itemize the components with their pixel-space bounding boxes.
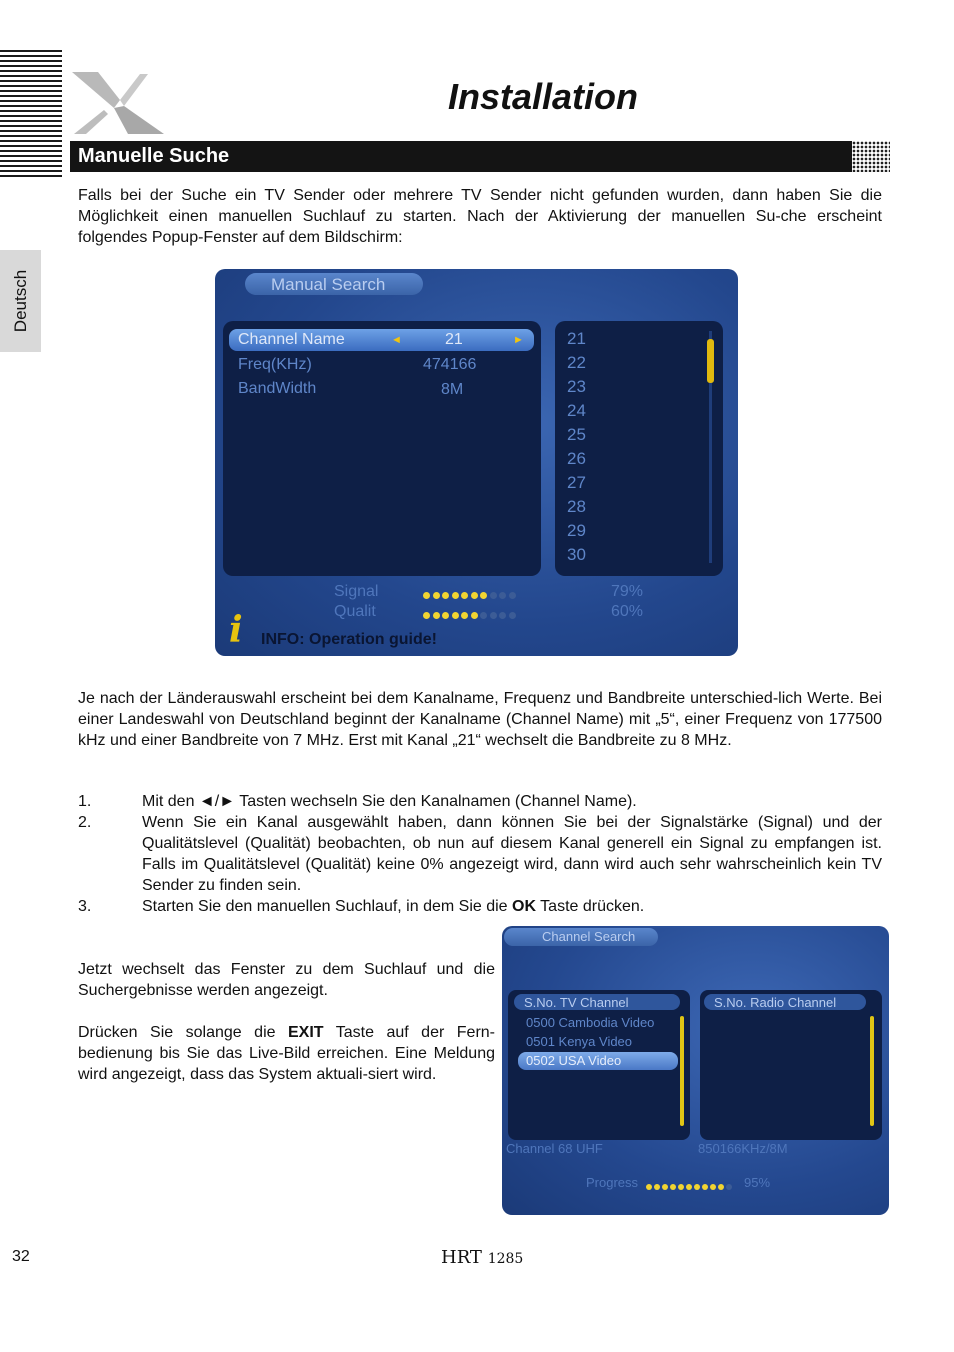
step-number: 3. [78, 898, 92, 915]
page-title: Installation [448, 76, 639, 117]
quality-percent: 60% [611, 603, 644, 620]
tv-channel-header: S.No. TV Channel [524, 995, 629, 1010]
radio-channel-panel [700, 990, 882, 1140]
channel-list-item: 22 [567, 353, 586, 372]
intro-paragraph: Falls bei der Suche ein TV Sender oder mehrere TV Sender nicht gefunden wurden, dann haben Sie die Möglichkeit einen manuellen Suchlauf zu starten. Nach der Aktivierung der manuellen Su-che erscheint folgendes Popup-Fenster auf dem Bildschirm: [78, 187, 882, 246]
meter-dot [480, 612, 487, 619]
arrow-left-icon: ◄ [391, 334, 402, 346]
step-text: Wenn Sie ein Kanal ausgewählt haben, dann können Sie bei der Signalstärke (Signal) und der Qualitätslevel (Qualität) beobachten, ob nun auf diesem Kanal generell ein Signal zu empfangen ist. Falls im Qualitätslevel (Qualität) keine 0% angezeigt wird, dann wird auch sehr wahrscheinlich kein TV Sender zu finden sein. [142, 814, 882, 894]
bandwidth-label: BandWidth [238, 380, 317, 397]
tv-channel-panel [508, 990, 690, 1140]
step-text-after: Taste drücken. [536, 898, 645, 915]
language-tab-label: Deutsch [10, 269, 30, 333]
meter-dot [670, 1184, 676, 1190]
channel-name-value: 21 [445, 331, 463, 348]
step-text-before: Starten Sie den manuellen Suchlauf, in dem Sie die [142, 898, 513, 915]
table-row: 0500 Cambodia Video [526, 1015, 655, 1030]
radio-channel-header: S.No. Radio Channel [714, 995, 837, 1010]
steps-list [78, 791, 882, 917]
quality-label: Qualit [334, 603, 376, 620]
list-item [78, 896, 882, 917]
meter-dot [499, 612, 506, 619]
table-row: 0501 Kenya Video [526, 1034, 633, 1049]
meter-dot [654, 1184, 660, 1190]
section-heading-bar [70, 141, 852, 172]
channel-list-item: 29 [567, 521, 586, 540]
meter-dot [509, 612, 516, 619]
channel-list-item: 28 [567, 497, 586, 516]
meter-dot [718, 1184, 724, 1190]
step-number: 2. [78, 814, 92, 831]
language-tab [0, 250, 41, 352]
channel-list-item: 21 [567, 329, 586, 348]
section-heading: Manuelle Suche [78, 145, 230, 167]
channel-list-item: 24 [567, 401, 586, 420]
info-text: INFO: Operation guide! [261, 631, 437, 648]
tv-list-scrollbar [680, 1016, 684, 1126]
signal-percent: 79% [611, 583, 644, 600]
meter-dot [452, 612, 459, 619]
meter-dot [499, 592, 506, 599]
edge-stripes [0, 50, 62, 178]
meter-dot [471, 612, 478, 619]
meter-dot [433, 592, 440, 599]
model-name: HRT [441, 1247, 482, 1268]
radio-list-scrollbar [870, 1016, 874, 1126]
meter-dot [646, 1184, 652, 1190]
channel-info: Channel 68 UHF [506, 1141, 603, 1156]
meter-dot [662, 1184, 668, 1190]
info-icon: i [229, 609, 243, 651]
settings-panel [223, 321, 541, 576]
frequency-info: 850166KHz/8M [698, 1141, 788, 1156]
signal-meter [423, 586, 518, 596]
scrollbar-thumb [707, 339, 714, 383]
meter-dot [678, 1184, 684, 1190]
channel-list-item: 27 [567, 473, 586, 492]
progress-label: Progress [586, 1175, 639, 1190]
manual-search-title: Manual Search [271, 275, 386, 294]
list-item [78, 812, 882, 896]
meter-dot [442, 612, 449, 619]
manual-search-screenshot [215, 269, 738, 656]
meter-dot [452, 592, 459, 599]
meter-dot [509, 592, 516, 599]
channel-search-title: Channel Search [542, 929, 636, 944]
meter-dot [461, 592, 468, 599]
page-number: 32 [12, 1248, 30, 1265]
meter-dot [423, 612, 430, 619]
channel-list-item: 26 [567, 449, 586, 468]
signal-label: Signal [334, 583, 379, 600]
channel-list-item: 23 [567, 377, 586, 396]
meter-dot [433, 612, 440, 619]
footer-model [441, 1247, 523, 1268]
meter-dot [710, 1184, 716, 1190]
exit-info-paragraph [78, 1022, 495, 1085]
step-number: 1. [78, 793, 92, 810]
freq-value: 474166 [423, 356, 477, 373]
description-paragraph: Je nach der Länderauswahl erscheint bei dem Kanalname, Frequenz und Bandbreite unterschied-lich Werte. Bei einer Landeswahl von Deutschland beginnt der Kanalname (Channel Name) mit „5“, einer Frequenz von 177500 kHz und einer Bandbreite von 7 MHz. Erst mit Kanal „21“ wechselt die Bandbreite zu 8 MHz. [78, 690, 882, 749]
exit-info-before: Drücken Sie solange die [78, 1024, 288, 1041]
channel-search-title-tab [504, 928, 658, 946]
meter-dot [461, 612, 468, 619]
meter-dot [490, 592, 497, 599]
list-item [78, 791, 882, 812]
meter-dot [423, 592, 430, 599]
progress-meter [646, 1177, 734, 1187]
channel-list-item: 30 [567, 545, 586, 564]
quality-meter [423, 606, 518, 616]
channel-name-label: Channel Name [238, 331, 345, 348]
meter-dot [694, 1184, 700, 1190]
arrow-right-icon: ► [513, 334, 524, 346]
channel-list-item: 25 [567, 425, 586, 444]
search-info-paragraph: Jetzt wechselt das Fenster zu dem Suchlauf und die Suchergebnisse werden angezeigt. [78, 961, 495, 999]
meter-dot [471, 592, 478, 599]
exit-key: EXIT [288, 1024, 324, 1041]
channel-search-screenshot [502, 926, 889, 1215]
section-dot-pattern [852, 141, 890, 172]
freq-label: Freq(KHz) [238, 356, 312, 373]
ok-key: OK [512, 898, 537, 915]
meter-dot [480, 592, 487, 599]
step-text: Mit den ◄/► Tasten wechseln Sie den Kanalnamen (Channel Name). [142, 793, 637, 810]
manual-search-title-tab [245, 273, 423, 295]
meter-dot [442, 592, 449, 599]
model-number: 1285 [487, 1251, 524, 1267]
bandwidth-value: 8M [441, 381, 464, 398]
meter-dot [686, 1184, 692, 1190]
table-row: 0502 USA Video [526, 1053, 622, 1068]
meter-dot [490, 612, 497, 619]
brand-logo-icon [68, 70, 168, 136]
radio-channel-header-bar [704, 994, 866, 1010]
meter-dot [702, 1184, 708, 1190]
channel-list-panel [555, 321, 723, 576]
meter-dot [726, 1184, 732, 1190]
exit-info-after: Taste auf der Fern-bedienung bis Sie das Live-Bild erreichen. Eine Meldung wird angezeigt, dass das System aktuali-siert wird. [78, 1024, 495, 1083]
progress-percent: 95% [744, 1175, 771, 1190]
tv-channel-header-bar [514, 994, 680, 1010]
